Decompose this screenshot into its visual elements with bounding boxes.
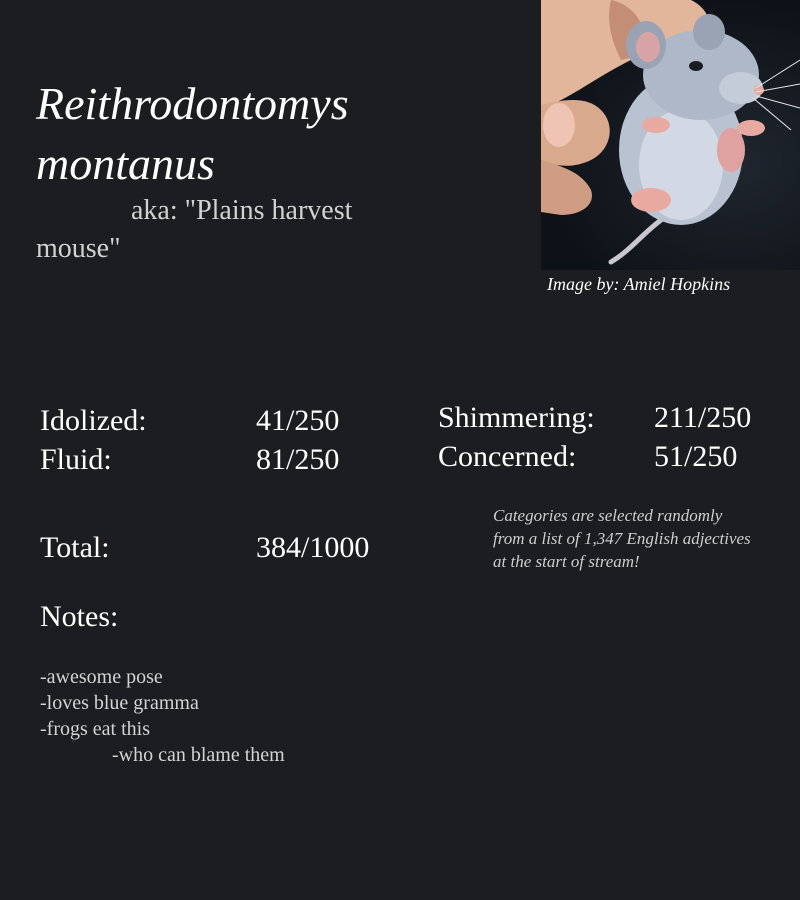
stat-label-shimmering: Shimmering: [438, 401, 595, 434]
mouse-photo [541, 0, 800, 270]
stat-value-total: 384/1000 [256, 531, 370, 564]
note-item: -loves blue gramma [40, 692, 199, 714]
stat-value-concerned: 51/250 [654, 440, 738, 473]
stat-value-fluid: 81/250 [256, 443, 340, 476]
species-scientific-name: Reithrodontomys montanus [36, 78, 349, 189]
stat-value-shimmering: 211/250 [654, 401, 752, 434]
note-item: -frogs eat this [40, 718, 150, 740]
image-credit: Image by: Amiel Hopkins [547, 274, 731, 294]
stat-label-fluid: Fluid: [40, 443, 112, 476]
stat-label-concerned: Concerned: [438, 440, 577, 473]
stat-value-idolized: 41/250 [256, 404, 340, 437]
mouse-in-hand-illustration [541, 0, 800, 270]
stat-label-total: Total: [40, 531, 110, 564]
notes-list [40, 664, 285, 768]
notes-heading: Notes: [40, 600, 119, 633]
note-subitem: -who can blame them [112, 744, 285, 766]
species-common-name: aka: "Plains harvest mouse" [36, 195, 353, 264]
note-item: -awesome pose [40, 666, 163, 688]
stat-label-idolized: Idolized: [40, 404, 147, 437]
category-explanation: Categories are selected randomly from a list of 1,347 English adjectives at the start of stream! [493, 506, 751, 571]
